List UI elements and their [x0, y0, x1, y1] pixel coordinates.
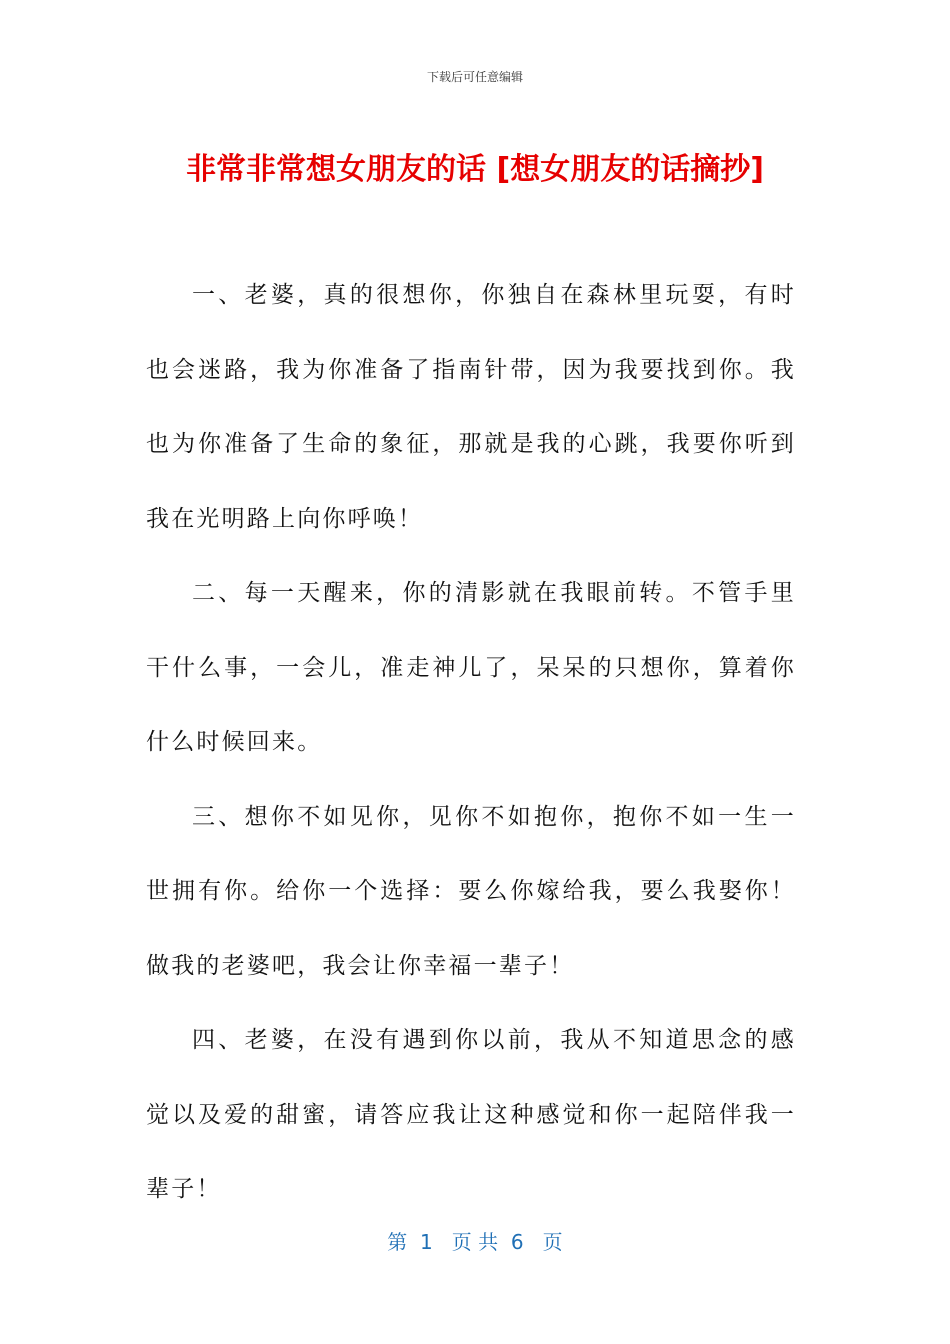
page-number-footer: 第 1 页 共 6 页 [387, 1230, 563, 1254]
paragraph-2: 二、每一天醒来，你的清影就在我眼前转。不管手里干什么事，一会儿，准走神儿了，呆呆的只想你，算着你什么时候回来。 [146, 580, 796, 755]
paragraph-1: 一、老婆，真的很想你，你独自在森林里玩耍，有时也会迷路，我为你准备了指南针带，因为我要找到你。我也为你准备了生命的象征，那就是我的心跳，我要你听到我在光明路上向你呼唤！ [146, 282, 796, 532]
header-note: 下载后可任意编辑 [426, 70, 523, 84]
paragraph-3: 三、想你不如见你，见你不如抱你，抱你不如一生一世拥有你。给你一个选择：要么你嫁给我，要么我娶你！做我的老婆吧，我会让你幸福一辈子！ [146, 803, 796, 979]
document-body [146, 258, 796, 1227]
paragraph-4: 四、老婆，在没有遇到你以前，我从不知道思念的感觉以及爱的甜蜜，请答应我让这种感觉和你一起陪伴我一辈子！ [146, 1027, 796, 1202]
document-title: 非常非常想女朋友的话 [想女朋友的话摘抄] [186, 152, 764, 187]
